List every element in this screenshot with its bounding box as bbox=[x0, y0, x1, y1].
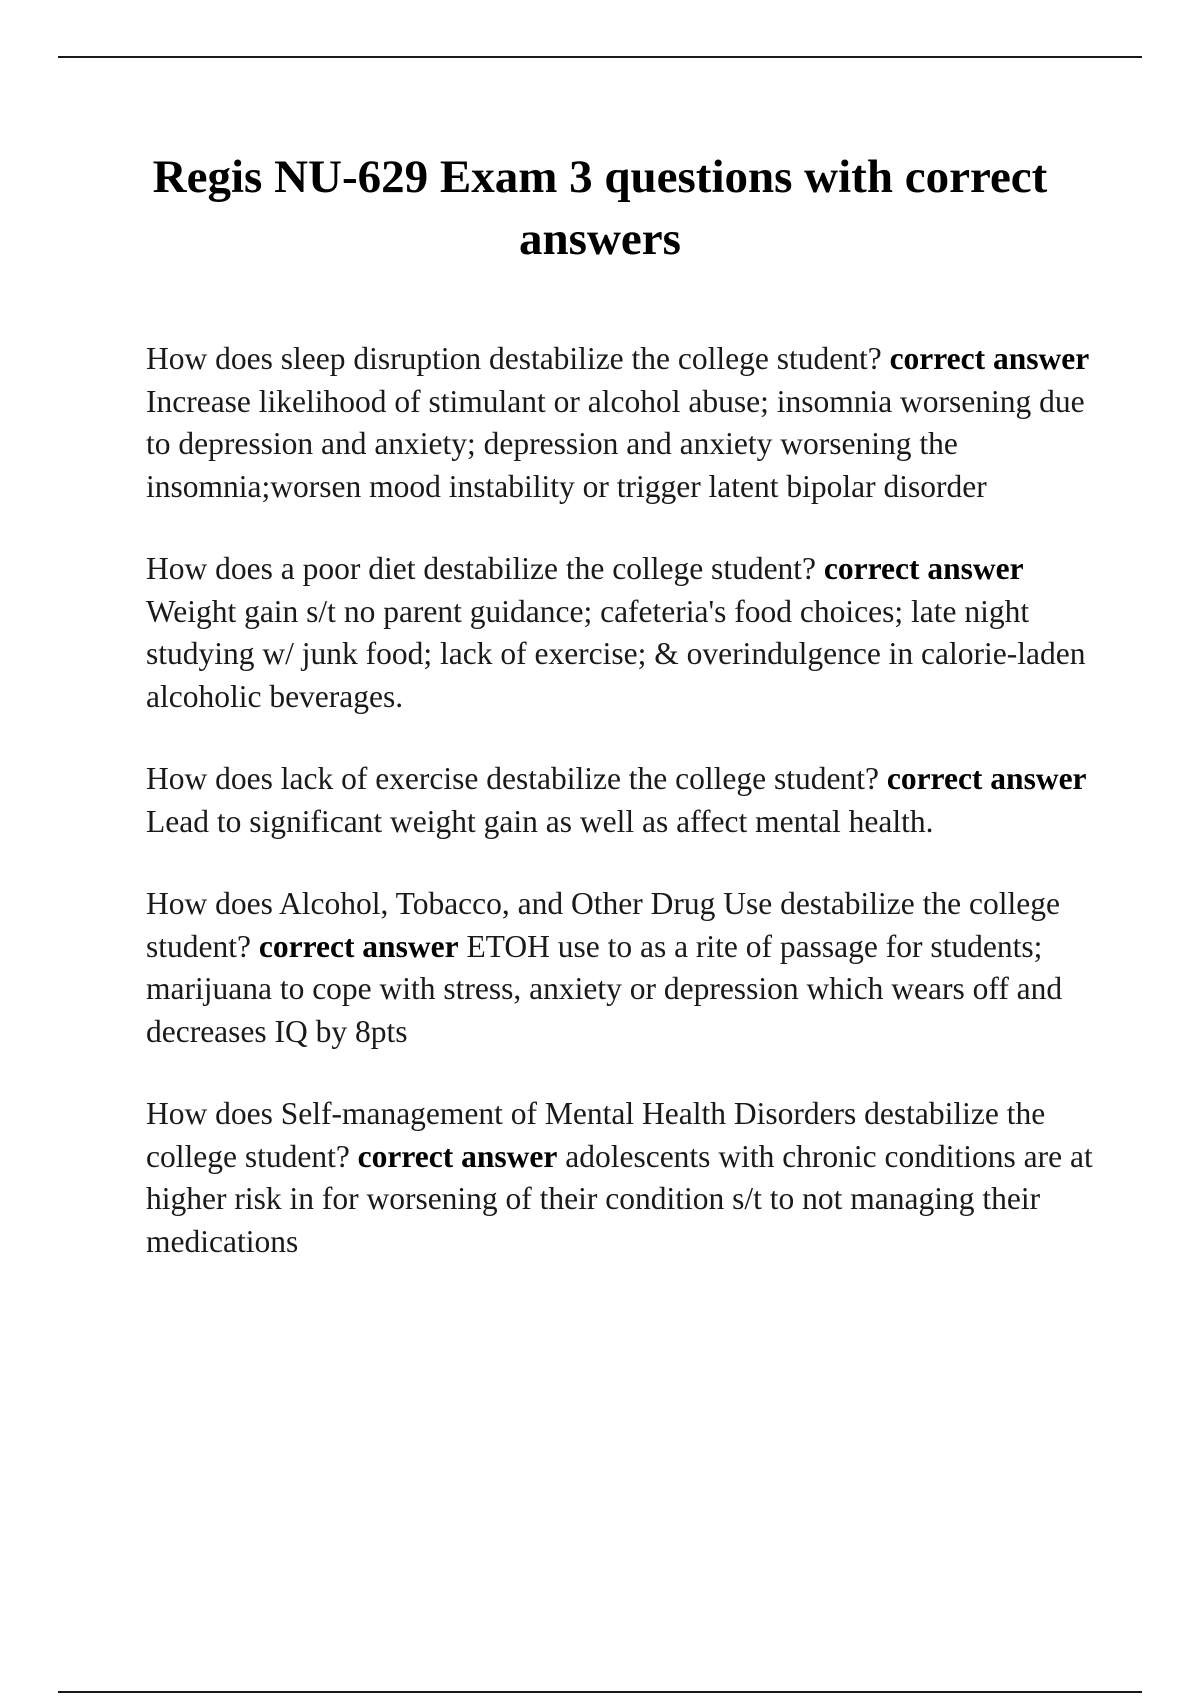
question-text: How does Self-management of Mental Health Disorders destabilize the college student? bbox=[146, 1096, 1046, 1174]
answer-label: correct answer bbox=[823, 551, 1024, 586]
footer-rule bbox=[58, 1691, 1142, 1693]
qa-item-5 bbox=[146, 1093, 1106, 1263]
answer-text: Lead to significant weight gain as well as affect mental health. bbox=[146, 803, 934, 839]
answer-label: correct answer bbox=[357, 1138, 558, 1174]
qa-list bbox=[146, 338, 1106, 1303]
qa-item-2 bbox=[146, 548, 1106, 718]
qa-item-4 bbox=[146, 883, 1106, 1053]
qa-item-1 bbox=[146, 338, 1106, 508]
qa-item-3 bbox=[146, 758, 1106, 843]
question-text: How does a poor diet destabilize the college student? bbox=[146, 551, 817, 586]
question-text: How does lack of exercise destabilize the college student? bbox=[146, 761, 879, 796]
answer-text: adolescents with chronic conditions are at higher risk in for worsening of their condition s/t to not managing their medications bbox=[146, 1138, 1093, 1259]
answer-label: correct answer bbox=[886, 761, 1087, 796]
answer-text: Increase likelihood of stimulant or alcohol abuse; insomnia worsening due to depression and anxiety; depression and anxiety worsening the insomnia;worsen mood instability or trigger latent bipolar disorder bbox=[146, 383, 1085, 504]
answer-text: ETOH use to as a rite of passage for students; marijuana to cope with stress, anxiety or depression which wears off and decreases IQ by 8pts bbox=[146, 928, 1063, 1049]
answer-text: Weight gain s/t no parent guidance; cafeteria's food choices; late night studying w/ junk food; lack of exercise; & overindulgence in calorie-laden alcoholic beverages. bbox=[146, 593, 1086, 714]
answer-label: correct answer bbox=[889, 341, 1090, 376]
question-text: How does sleep disruption destabilize the college student? bbox=[146, 341, 882, 376]
header-rule bbox=[58, 56, 1142, 58]
answer-label: correct answer bbox=[258, 928, 459, 964]
document-title: Regis NU-629 Exam 3 questions with correct answers bbox=[152, 151, 1048, 265]
question-text: How does Alcohol, Tobacco, and Other Drug Use destabilize the college student? bbox=[146, 886, 1060, 964]
